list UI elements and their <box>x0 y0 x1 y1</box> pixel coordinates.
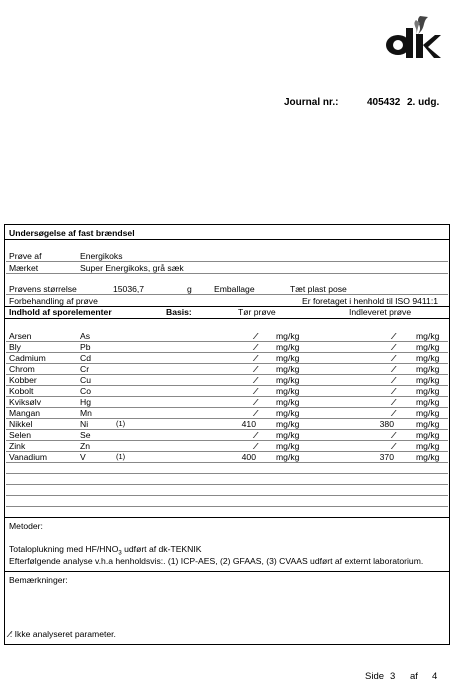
delivered-value: ⁄⁄ <box>393 375 394 385</box>
journal-label: Journal nr.: <box>284 97 339 108</box>
element-symbol: Mn <box>80 408 92 418</box>
legend-text: : Ikke analyseret parameter. <box>9 629 116 639</box>
delivered-unit: mg/kg <box>416 397 440 407</box>
element-symbol: Hg <box>80 397 91 407</box>
element-symbol: Cu <box>80 375 91 385</box>
element-symbol: V <box>80 452 86 462</box>
dry-value: 400 <box>241 452 256 462</box>
dry-unit: mg/kg <box>276 353 300 363</box>
page-label: Side <box>365 671 385 682</box>
element-symbol: Co <box>80 386 91 396</box>
table-header-delivered: Indleveret prøve <box>349 307 412 317</box>
delivered-value: ⁄⁄ <box>393 353 394 363</box>
dry-unit: mg/kg <box>276 342 300 352</box>
delivered-value: ⁄⁄ <box>393 441 394 451</box>
delivered-unit: mg/kg <box>416 364 440 374</box>
element-name: Nikkel <box>9 419 33 429</box>
size-value: 15036,7 <box>113 284 145 294</box>
delivered-value: ⁄⁄ <box>393 430 394 440</box>
pretreatment-value: Er foretaget i henhold til ISO 9411:1 <box>302 296 438 306</box>
element-name: Mangan <box>9 408 41 418</box>
dry-value: ⁄⁄ <box>255 408 256 418</box>
marked-label: Mærket <box>9 263 39 273</box>
dry-value: ⁄⁄ <box>255 342 256 352</box>
edition: 2. udg. <box>407 97 440 108</box>
element-name: Kviksølv <box>9 397 41 407</box>
element-name: Kobber <box>9 375 37 385</box>
dry-value: ⁄⁄ <box>255 430 256 440</box>
element-symbol: As <box>80 331 91 341</box>
delivered-unit: mg/kg <box>416 353 440 363</box>
page-total: 4 <box>432 671 438 682</box>
dry-unit: mg/kg <box>276 364 300 374</box>
size-unit: g <box>187 284 192 294</box>
packaging-value: Tæt plast pose <box>290 284 347 294</box>
delivered-value: ⁄⁄ <box>393 331 394 341</box>
dry-unit: mg/kg <box>276 419 300 429</box>
delivered-value: ⁄⁄ <box>393 408 394 418</box>
element-symbol: Cd <box>80 353 91 363</box>
delivered-unit: mg/kg <box>416 408 440 418</box>
delivered-value: ⁄⁄ <box>393 342 394 352</box>
element-name: Chrom <box>9 364 35 374</box>
page-number: 3 <box>390 671 396 682</box>
element-symbol: Ni <box>80 419 89 429</box>
delivered-unit: mg/kg <box>416 419 440 429</box>
page-of-label: af <box>410 671 418 682</box>
methods-line-1-suffix: udført af dk-TEKNIK <box>121 544 202 554</box>
dry-unit: mg/kg <box>276 408 300 418</box>
delivered-value: ⁄⁄ <box>393 364 394 374</box>
dry-value: 410 <box>241 419 256 429</box>
element-symbol: Cr <box>80 364 90 374</box>
delivered-value: ⁄⁄ <box>393 397 394 407</box>
not-analysed-symbol: ⁄⁄ <box>9 629 10 639</box>
delivered-unit: mg/kg <box>416 452 440 462</box>
element-name: Selen <box>9 430 31 440</box>
methods-line-1-prefix: Totaloplukning med HF/HNO <box>9 544 119 554</box>
element-symbol: Pb <box>80 342 91 352</box>
dry-unit: mg/kg <box>276 397 300 407</box>
packaging-label: Emballage <box>214 284 255 294</box>
logo-graphic <box>380 14 442 60</box>
element-note: (1) <box>116 419 126 428</box>
delivered-unit: mg/kg <box>416 386 440 396</box>
element-name: Kobolt <box>9 386 34 396</box>
element-name: Arsen <box>9 331 32 341</box>
dry-value: ⁄⁄ <box>255 375 256 385</box>
element-name: Bly <box>9 342 21 352</box>
dry-unit: mg/kg <box>276 452 300 462</box>
dry-value: ⁄⁄ <box>255 397 256 407</box>
element-name: Vanadium <box>9 452 48 462</box>
pretreatment-label: Forbehandling af prøve <box>9 296 98 306</box>
remarks-label: Bemærkninger: <box>9 575 68 585</box>
sample-of-label: Prøve af <box>9 251 42 261</box>
section-title: Undersøgelse af fast brændsel <box>9 228 135 238</box>
marked-value: Super Energikoks, grå sæk <box>80 263 184 273</box>
delivered-unit: mg/kg <box>416 342 440 352</box>
dry-value: ⁄⁄ <box>255 331 256 341</box>
methods-label: Metoder: <box>9 521 43 531</box>
table-header-basis: Basis: <box>166 307 192 317</box>
delivered-value: ⁄⁄ <box>393 386 394 396</box>
dry-unit: mg/kg <box>276 331 300 341</box>
sample-of-value: Energikoks <box>80 251 123 261</box>
methods-line-2: Efterfølgende analyse v.h.a henholdsvis:. (1) ICP-AES, (2) GFAAS, (3) CVAAS udført af externt laboratorium. <box>9 556 424 566</box>
delivered-unit: mg/kg <box>416 430 440 440</box>
element-symbol: Se <box>80 430 91 440</box>
size-label: Prøvens størrelse <box>9 284 77 294</box>
dry-value: ⁄⁄ <box>255 386 256 396</box>
dry-unit: mg/kg <box>276 375 300 385</box>
delivered-unit: mg/kg <box>416 375 440 385</box>
element-name: Cadmium <box>9 353 46 363</box>
dry-unit: mg/kg <box>276 430 300 440</box>
journal-number: 405432 <box>367 97 401 108</box>
dry-value: ⁄⁄ <box>255 441 256 451</box>
dry-value: ⁄⁄ <box>255 364 256 374</box>
dry-value: ⁄⁄ <box>255 353 256 363</box>
dk-teknik-logo <box>380 14 442 60</box>
table-header-content: Indhold af sporelementer <box>9 307 112 317</box>
delivered-value: 380 <box>379 419 394 429</box>
table-header-dry: Tør prøve <box>238 307 276 317</box>
element-name: Zink <box>9 441 26 451</box>
dry-unit: mg/kg <box>276 441 300 451</box>
delivered-value: 370 <box>379 452 394 462</box>
delivered-unit: mg/kg <box>416 331 440 341</box>
dry-unit: mg/kg <box>276 386 300 396</box>
legend <box>9 629 116 639</box>
element-note: (1) <box>116 452 126 461</box>
element-symbol: Zn <box>80 441 91 451</box>
delivered-unit: mg/kg <box>416 441 440 451</box>
methods-line-1-sub: 3 <box>118 550 122 557</box>
